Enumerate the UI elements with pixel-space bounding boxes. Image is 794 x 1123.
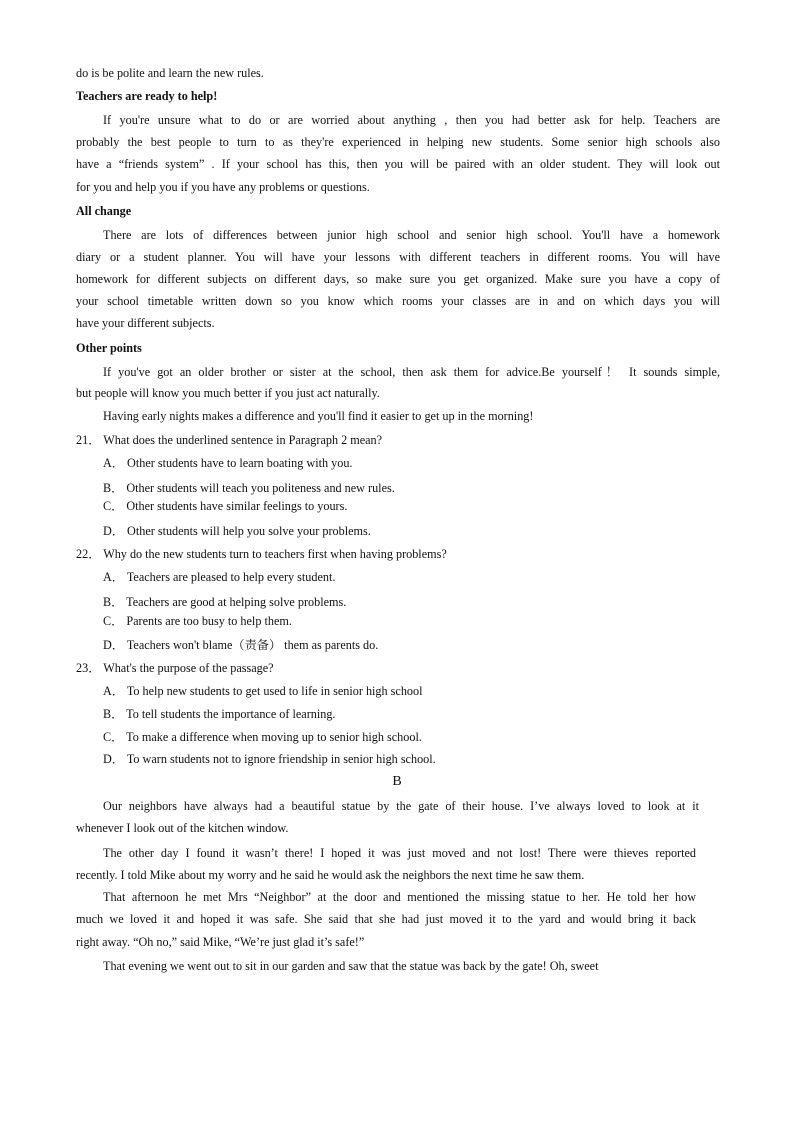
option-22c: C． Parents are too busy to help them. <box>103 614 292 628</box>
option-23c: C． To make a difference when moving up to senior high school. <box>103 730 422 744</box>
paragraph-line: There are lots of differences between junior high school and senior high school. You'll have a homework <box>103 228 720 242</box>
paragraph-line: your school timetable written down so you know which rooms your classes are in and on which days you will <box>76 294 720 308</box>
paragraph-line: do is be polite and learn the new rules. <box>76 66 264 80</box>
option-21d: D． Other students will help you solve your problems. <box>103 524 371 538</box>
paragraph-line: have your different subjects. <box>76 316 215 330</box>
paragraph-line: have a “friends system” . If your school has this, then you will be paired with an older student. They will look out <box>76 157 720 171</box>
paragraph-line: recently. I told Mike about my worry and he said he would ask the neighbors the next time he saw them. <box>76 868 585 882</box>
passage-label: B <box>392 774 402 789</box>
paragraph-line: If you're unsure what to do or are worried about anything , then you had better ask for help. Teachers are <box>103 113 720 127</box>
option-22a: A． Teachers are pleased to help every student. <box>103 570 336 584</box>
paragraph-line: That evening we went out to sit in our garden and saw that the statue was back by the gate! Oh, sweet <box>103 959 599 973</box>
paragraph-line: whenever I look out of the kitchen window. <box>76 821 289 835</box>
paragraph-line: Our neighbors have always had a beautiful statue by the gate of their house. I’ve always loved to look at it <box>103 799 699 813</box>
section-heading: Teachers are ready to help! <box>76 89 218 103</box>
paragraph-line: right away. “Oh no,” said Mike, “We’re just glad it’s safe!” <box>76 935 365 949</box>
option-21b: B． Other students will teach you politeness and new rules. <box>103 481 395 495</box>
question-22: 22． Why do the new students turn to teachers first when having problems? <box>76 547 447 561</box>
paragraph-line: Having early nights makes a difference and you'll find it easier to get up in the morning! <box>103 409 534 423</box>
option-22b: B． Teachers are good at helping solve problems. <box>103 595 347 609</box>
option-21a: A． Other students have to learn boating with you. <box>103 456 353 470</box>
paragraph-line: If you've got an older brother or sister at the school, then ask them for advice.Be yourself！ It sounds simple, <box>103 365 720 379</box>
option-23b: B． To tell students the importance of learning. <box>103 707 336 721</box>
paragraph-line: diary or a student planner. You will have your lessons with different teachers in different rooms. You will have <box>76 250 720 264</box>
option-23a: A． To help new students to get used to life in senior high school <box>103 684 423 698</box>
paragraph-line: That afternoon he met Mrs “Neighbor” at the door and mentioned the missing statue to her. He told her how <box>103 890 696 904</box>
question-21: 21． What does the underlined sentence in Paragraph 2 mean? <box>76 433 383 447</box>
option-21c: C． Other students have similar feelings to yours. <box>103 499 348 513</box>
option-22d: D． Teachers won't blame（责备） them as parents do. <box>103 638 379 652</box>
question-23: 23． What's the purpose of the passage? <box>76 661 274 675</box>
paragraph-line: The other day I found it wasn’t there! I hoped it was just moved and not lost! There were thieves reported <box>103 846 696 860</box>
section-heading: Other points <box>76 341 142 355</box>
option-23d: D． To warn students not to ignore friendship in senior high school. <box>103 752 436 766</box>
paragraph-line: much we loved it and hoped it was safe. She said that she had just moved it to the yard and would bring it back <box>76 912 696 926</box>
paragraph-line: homework for different subjects on different days, so make sure you get organized. Make sure you have a copy of <box>76 272 720 286</box>
paragraph-line: but people will know you much better if you just act naturally. <box>76 386 380 400</box>
paragraph-line: probably the best people to turn to as they're experienced in helping new students. Some senior high schools also <box>76 135 720 149</box>
section-heading: All change <box>76 204 132 218</box>
paragraph-line: for you and help you if you have any problems or questions. <box>76 180 370 194</box>
